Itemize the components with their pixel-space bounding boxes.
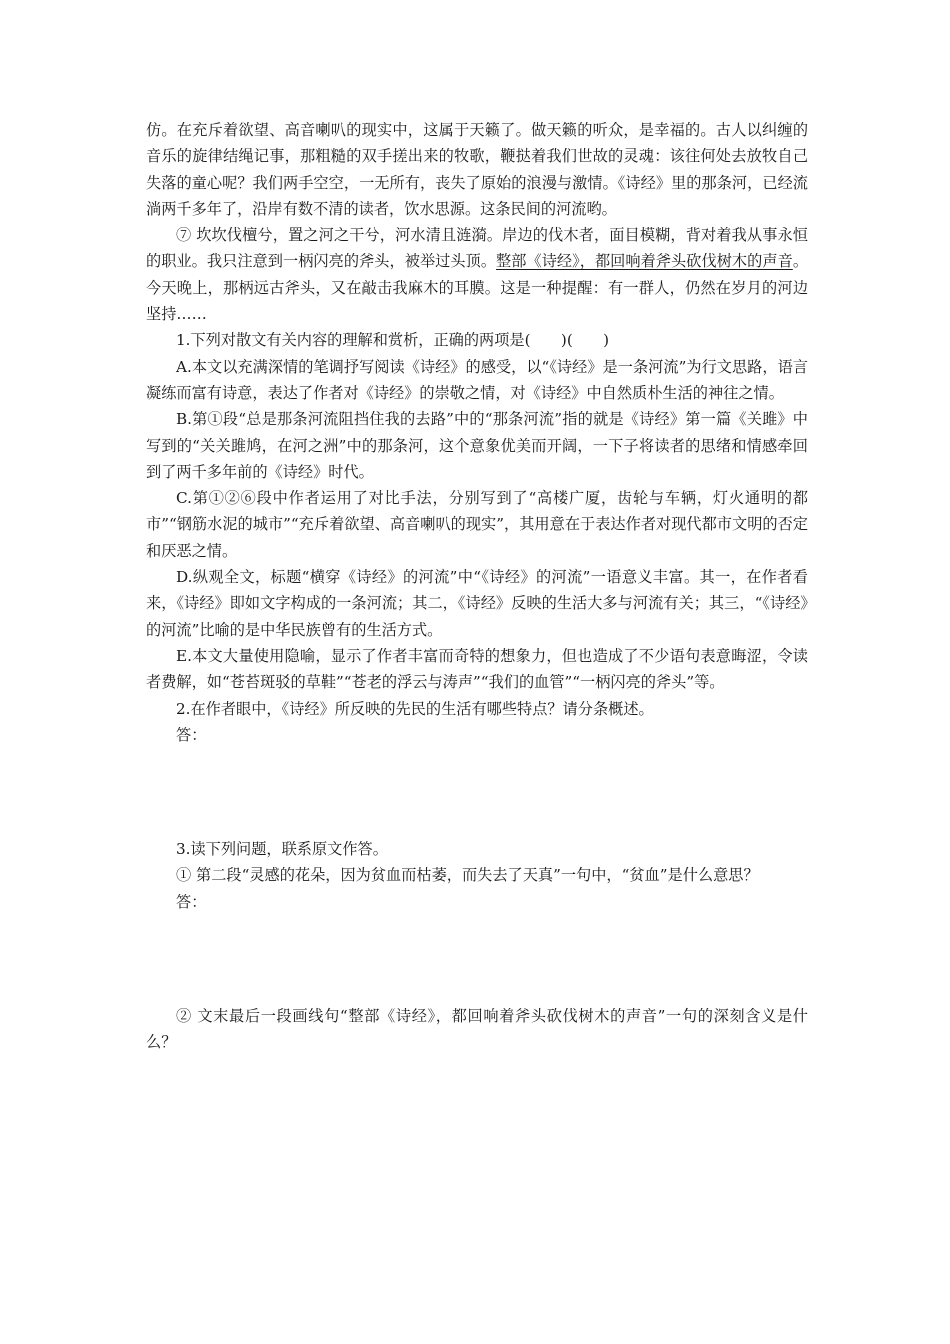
passage-paragraph-6-tail: 仿。在充斥着欲望、高音喇叭的现实中，这属于天籁了。做天籁的听众，是幸福的。古人以纠缠的音乐的旋律结绳记事，那粗糙的双手搓出来的牧歌，鞭挞着我们世故的灵魂：该往何处去放牧自己失落的童心呢？我们两手空空，一无所有，丧失了原始的浪漫与激情。《诗经》里的那条河，已经流淌两千多年了，沿岸有数不清的读者，饮水思源。这条民间的河流哟。 [146, 121, 808, 218]
underlined-key-sentence: 整部《诗经》，都回响着斧头砍伐树木的声音 [496, 252, 793, 271]
question-3-stem: 3.读下列问题，联系原文作答。 [176, 840, 388, 859]
question-1-option-c: C.第①②⑥段中作者运用了对比手法，分别写到了“高楼广厦，齿轮与车辆，灯火通明的都市”“钢筋水泥的城市”“充斥着欲望、高音喇叭的现实”，其用意在于表达作者对现代都市文明的否定和厌恶之情。 [146, 489, 808, 560]
question-1-option-d: D.纵观全文，标题“横穿《诗经》的河流”中“《诗经》的河流”一语意义丰富。其一，在作者看来，《诗经》即如文字构成的一条河流；其二，《诗经》反映的生活大多与河流有关；其三，“《诗经》的河流”比喻的是中华民族曾有的生活方式。 [146, 568, 808, 639]
question-3-sub-1-answer-label: 答： [176, 892, 207, 911]
answer-space-question-3-1 [146, 915, 808, 1003]
question-2-answer-label: 答： [176, 725, 207, 744]
answer-space-question-2 [146, 748, 808, 836]
paragraph-7-text-end: 。今天晚上，那柄远古斧头，又在敲击我麻木的耳膜。这是一种提醒：有一群人，仍然在岁月的河边坚持…… [146, 252, 808, 324]
question-2-stem: 2.在作者眼中，《诗经》所反映的先民的生活有哪些特点？请分条概述。 [176, 699, 654, 718]
passage-paragraph-7 [146, 222, 808, 327]
question-3-sub-2: ② 文末最后一段画线句“整部《诗经》，都回响着斧头砍伐树木的声音”一句的深刻含义是什么？ [146, 1007, 808, 1052]
question-1-option-b: B.第①段“总是那条河流阻挡住我的去路”中的“那条河流”指的就是《诗经》第一篇《关雎》中写到的“关关雎鸠，在河之洲”中的那条河，这个意象优美而开阔，一下子将读者的思绪和情感牵回到了两千多年前的《诗经》时代。 [146, 410, 808, 481]
document-page [146, 117, 808, 1056]
question-1-option-e: E.本文大量使用隐喻，显示了作者丰富而奇特的想象力，但也造成了不少语句表意晦涩，令读者费解，如“苍苔斑驳的草鞋”“苍老的浮云与涛声”“我们的血管”“一柄闪亮的斧头”等。 [146, 646, 808, 692]
question-3-sub-1: ① 第二段“灵感的花朵，因为贫血而枯萎，而失去了天真”一句中，“贫血”是什么意思？ [176, 866, 759, 885]
question-1-stem: 1.下列对散文有关内容的理解和赏析，正确的两项是( )( ) [176, 331, 610, 350]
paragraph-7-text-start: ⑦ 坎坎伐檀兮，置之河之干兮，河水清且涟漪。岸边的伐木者，面目模糊，背对着我从事永恒的职业。我只注意到一柄闪亮的斧头，被举过头顶。 [146, 226, 808, 271]
question-1-option-a: A.本文以充满深情的笔调抒写阅读《诗经》的感受，以“《诗经》是一条河流”为行文思路，语言凝练而富有诗意，表达了作者对《诗经》的崇敬之情，对《诗经》中自然质朴生活的神往之情。 [146, 357, 808, 402]
